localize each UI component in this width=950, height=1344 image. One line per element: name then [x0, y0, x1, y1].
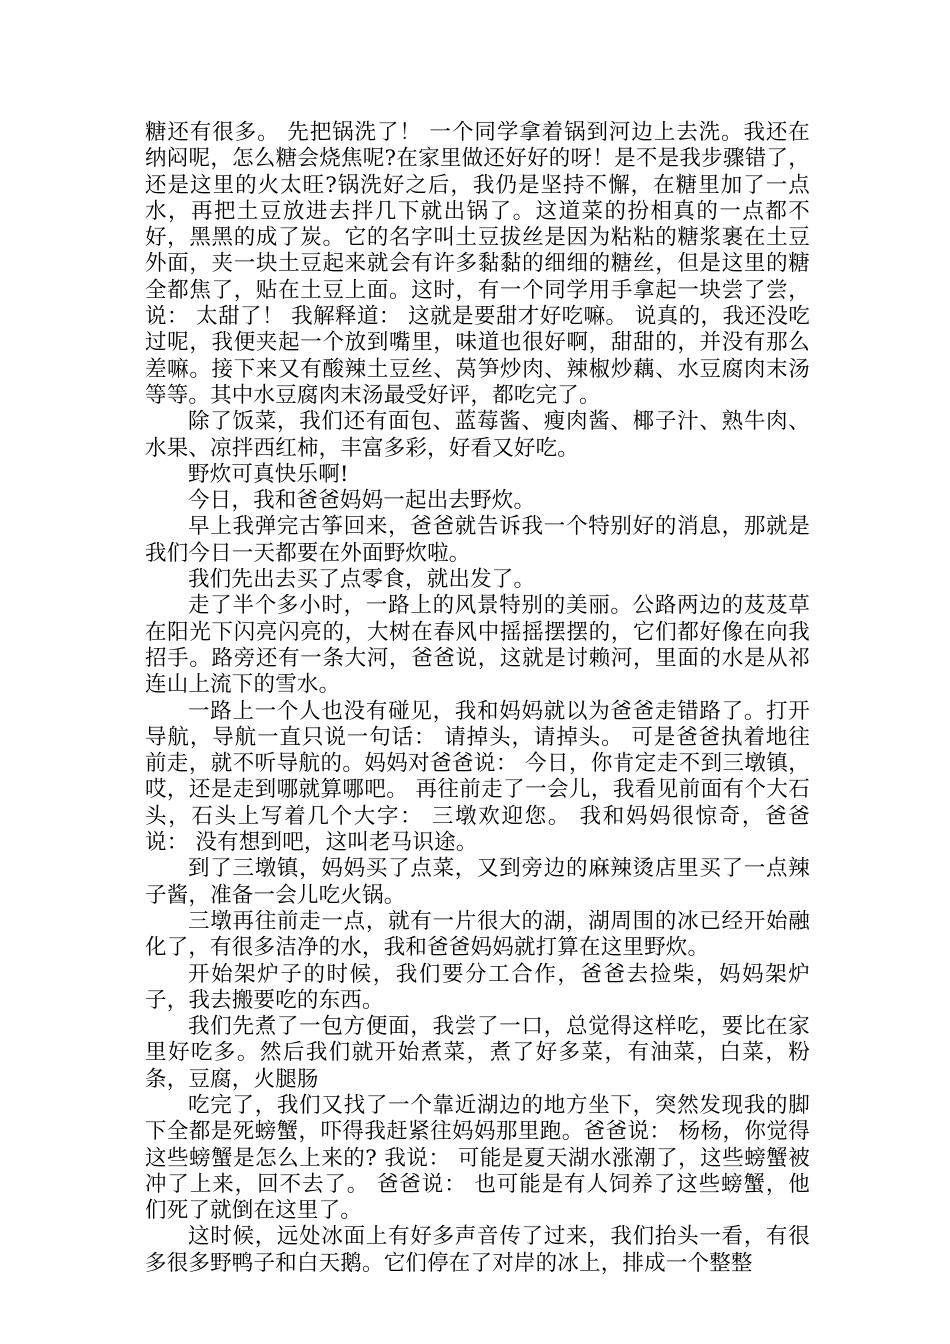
- paragraph: 糖还有很多。 先把锅洗了！ 一个同学拿着锅到河边上去洗。我还在纳闷呢，怎么糖会烧焦呢?在家里做还好好的呀！是不是我步骤错了，还是这里的火太旺?锅洗好之后，我仍是坚持不懈，在糖里加了一点水，再把土豆放进去拌几下就出锅了。这道菜的扮相真的一点都不好，黑黑的成了炭。它的名字叫土豆拔丝是因为粘粘的糖浆裹在土豆外面，夹一块土豆起来就会有许多黏黏的细细的糖丝，但是这里的糖全都焦了，贴在土豆上面。这时，有一个同学用手拿起一块尝了尝，说： 太甜了！ 我解释道： 这就是要甜才好吃嘛。 说真的，我还没吃过呢，我便夹起一个放到嘴里，味道也很好啊，甜甜的，并没有那么差嘛。接下来又有酸辣土豆丝、莴笋炒肉、辣椒炒藕、水豆腐肉末汤等等。其中水豆腐肉末汤最受好评，都吃完了。: [145, 120, 810, 408]
- paragraph: 三墩再往前走一点，就有一片很大的湖，湖周围的冰已经开始融化了，有很多洁净的水，我和爸爸妈妈就打算在这里野炊。: [145, 908, 810, 961]
- paragraph: 我们先出去买了点零食，就出发了。: [188, 567, 536, 593]
- paragraph: 吃完了，我们又找了一个靠近湖边的地方坐下，突然发现我的脚下全都是死螃蟹，吓得我赶紧往妈妈那里跑。爸爸说： 杨杨，你觉得这些螃蟹是怎么上来的? 我说： 可能是夏天湖水涨潮了，这些螃蟹被冲了上来，回不去了。 爸爸说： 也可能是有人饲养了这些螃蟹，他们死了就倒在这里了。: [145, 1092, 810, 1224]
- paragraph: 今日，我和爸爸妈妈一起出去野炊。: [188, 488, 536, 514]
- paragraph: 走了半个多小时，一路上的风景特别的美丽。公路两边的芨芨草在阳光下闪亮闪亮的，大树在春风中摇摇摆摆的，它们都好像在向我招手。路旁还有一条大河，爸爸说，这就是讨赖河，里面的水是从祁连山上流下的雪水。: [145, 593, 810, 698]
- paragraph: 这时候，远处冰面上有好多声音传了过来，我们抬头一看，有很多很多野鸭子和白天鹅。它们停在了对岸的冰上，排成一个整整: [145, 1224, 810, 1276]
- paragraph: 野炊可真快乐啊!: [188, 461, 349, 487]
- paragraph: 开始架炉子的时候，我们要分工合作，爸爸去捡柴，妈妈架炉子，我去搬要吃的东西。: [145, 961, 810, 1013]
- paragraph: 一路上一个人也没有碰见，我和妈妈就以为爸爸走错路了。打开导航，导航一直只说一句话： 请掉头，请掉头。 可是爸爸执着地往前走，就不听导航的。妈妈对爸爸说： 今日，你肯定走不到三墩镇，哎，还是走到哪就算哪吧。 再往前走了一会儿，我看见前面有个大石头，石头上写着几个大字： 三墩欢迎您。 我和妈妈很惊奇，爸爸说： 没有想到吧，这叫老马识途。: [145, 698, 810, 856]
- paragraph: 除了饭菜，我们还有面包、蓝莓酱、瘦肉酱、椰子汁、熟牛肉、水果、凉拌西红柿，丰富多彩，好看又好吃。: [145, 409, 810, 461]
- document-body: [145, 120, 810, 1277]
- paragraph: 早上我弹完古筝回来，爸爸就告诉我一个特别好的消息，那就是我们今日一天都要在外面野炊啦。: [145, 514, 810, 566]
- paragraph: 到了三墩镇，妈妈买了点菜，又到旁边的麻辣烫店里买了一点辣子酱，准备一会儿吃火锅。: [145, 856, 810, 908]
- paragraph: 我们先煮了一包方便面，我尝了一口，总觉得这样吃，要比在家里好吃多。然后我们就开始煮菜，煮了好多菜，有油菜，白菜，粉条，豆腐，火腿肠: [145, 1014, 810, 1092]
